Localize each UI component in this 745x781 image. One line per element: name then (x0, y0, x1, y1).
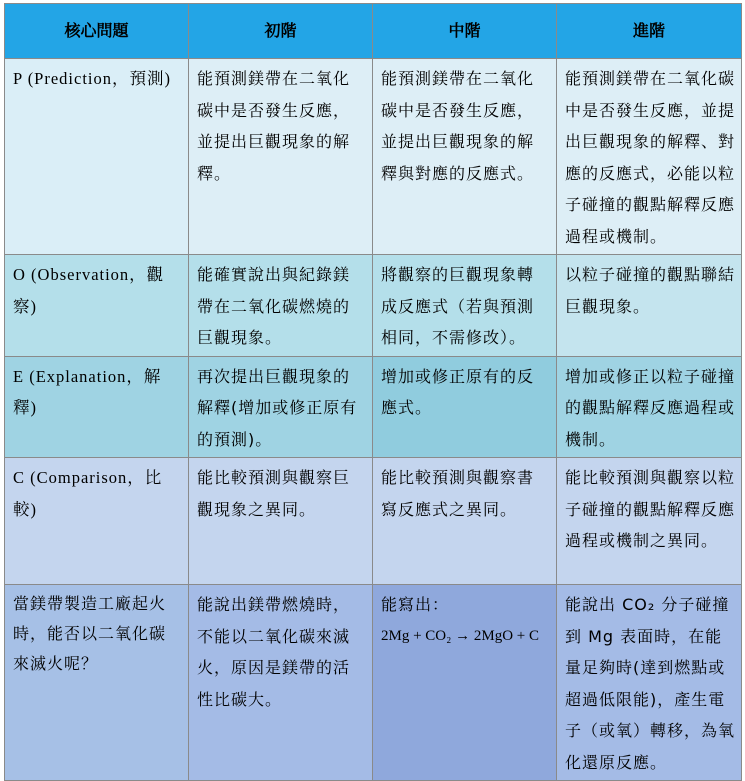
header-row (5, 4, 742, 59)
cell-advanced: 能預測鎂帶在二氧化碳中是否發生反應，並提出巨觀現象的解釋、對應的反應式，必能以粒子碰撞的觀點解釋反應過程或機制。 (557, 59, 742, 255)
row-label: E (Explanation，解釋) (5, 356, 189, 458)
table-row-observation (5, 255, 742, 357)
table-row-comparison (5, 458, 742, 585)
row-label: O (Observation，觀察) (5, 255, 189, 357)
cell-intermediate (373, 585, 557, 781)
cell-basic: 能確實說出與紀錄鎂帶在二氧化碳燃燒的巨觀現象。 (189, 255, 373, 357)
row-label-question: 當鎂帶製造工廠起火時，能否以二氧化碳來滅火呢？ (5, 585, 189, 781)
poec-rubric-table (4, 3, 742, 781)
cell-intermediate: 能比較預測與觀察書寫反應式之異同。 (373, 458, 557, 585)
header-core-question: 核心問題 (5, 4, 189, 59)
header-intermediate: 中階 (373, 4, 557, 59)
cell-advanced: 以粒子碰撞的觀點聯結巨觀現象。 (557, 255, 742, 357)
table-row-explanation (5, 356, 742, 458)
cell-intermediate: 增加或修正原有的反應式。 (373, 356, 557, 458)
cell-basic: 能比較預測與觀察巨觀現象之異同。 (189, 458, 373, 585)
cell-intermediate-prefix: 能寫出： (381, 595, 450, 614)
table-row-prediction (5, 59, 742, 255)
row-label: C (Comparison，比較) (5, 458, 189, 585)
reaction-equation: 2Mg + CO₂ → 2MgO + C (381, 627, 539, 644)
table-row-fire-question (5, 585, 742, 781)
row-label: P (Prediction，預測) (5, 59, 189, 255)
header-basic: 初階 (189, 4, 373, 59)
cell-basic: 能預測鎂帶在二氧化碳中是否發生反應，並提出巨觀現象的解釋。 (189, 59, 373, 255)
header-advanced: 進階 (557, 4, 742, 59)
cell-advanced: 能說出 CO₂ 分子碰撞到 Mg 表面時，在能量足夠時(達到燃點或超過低限能)，產生電子（或氧）轉移，為氧化還原反應。 (557, 585, 742, 781)
cell-advanced: 增加或修正以粒子碰撞的觀點解釋反應過程或機制。 (557, 356, 742, 458)
cell-intermediate: 將觀察的巨觀現象轉成反應式（若與預測相同，不需修改）。 (373, 255, 557, 357)
cell-intermediate: 能預測鎂帶在二氧化碳中是否發生反應，並提出巨觀現象的解釋與對應的反應式。 (373, 59, 557, 255)
cell-basic: 能說出鎂帶燃燒時，不能以二氧化碳來滅火，原因是鎂帶的活性比碳大。 (189, 585, 373, 781)
cell-basic: 再次提出巨觀現象的解釋(增加或修正原有的預測)。 (189, 356, 373, 458)
cell-advanced: 能比較預測與觀察以粒子碰撞的觀點解釋反應過程或機制之異同。 (557, 458, 742, 585)
